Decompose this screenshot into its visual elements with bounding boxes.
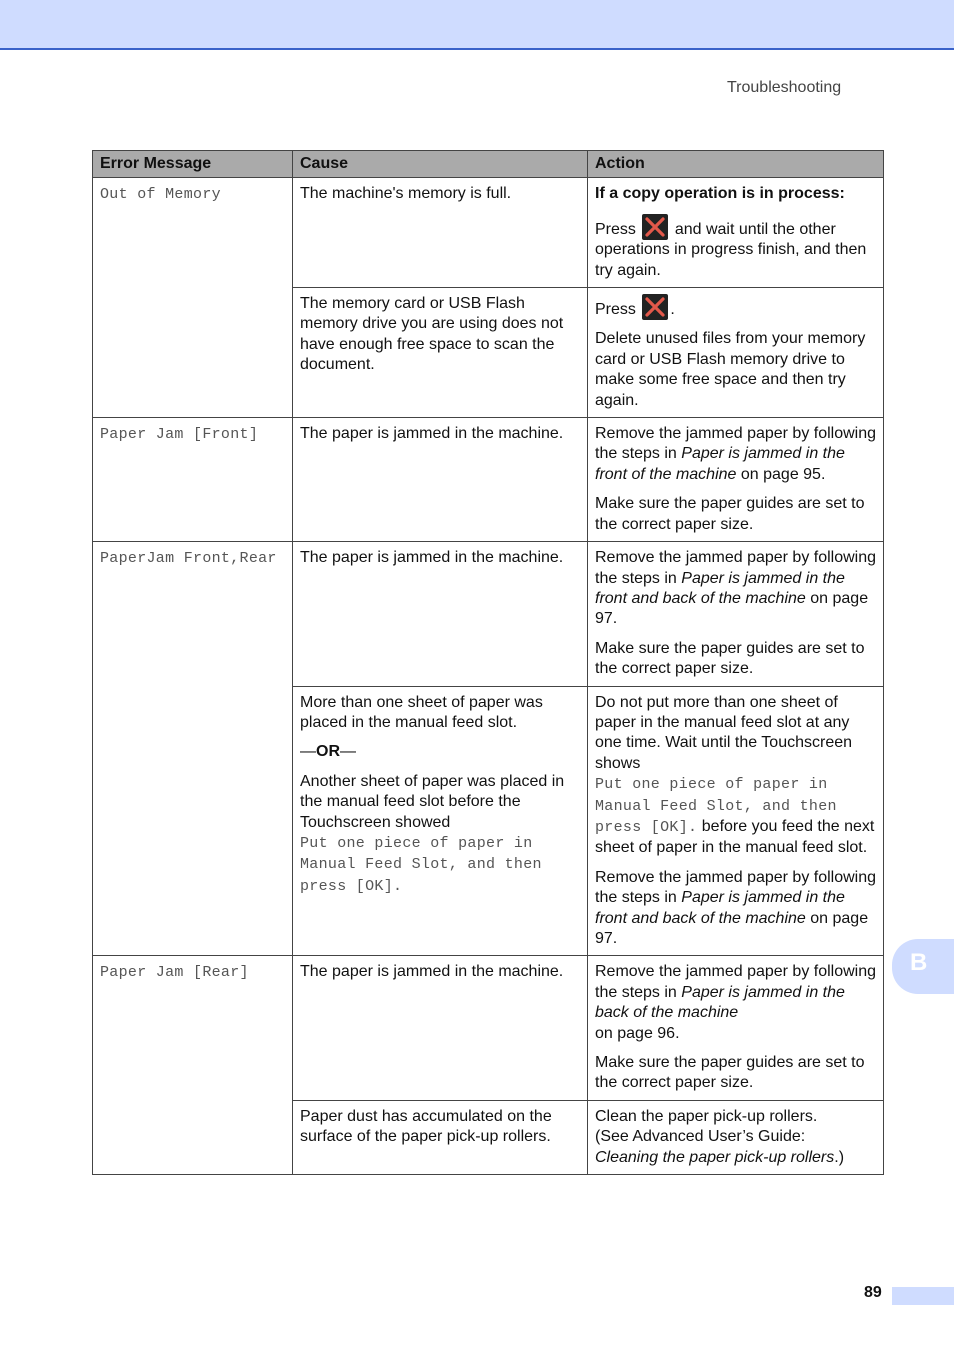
action-text: Make sure the paper guides are set to the correct paper size. — [595, 1054, 865, 1092]
table-row — [93, 542, 884, 686]
section-title: Troubleshooting — [727, 79, 842, 96]
stop-x-icon — [642, 294, 668, 320]
touchscreen-message: Put one piece of paper in Manual Feed Slot, and then press [OK]. — [595, 776, 837, 836]
touchscreen-message: Put one piece of paper in Manual Feed Slot, and then press [OK]. — [300, 834, 542, 895]
table-row — [93, 956, 884, 1100]
action-cell — [588, 178, 884, 288]
action-cell — [588, 1100, 884, 1174]
error-message-cell — [93, 956, 293, 1175]
cause-text: The paper is jammed in the machine. — [300, 963, 564, 981]
error-message-cell — [93, 418, 293, 542]
action-text: Make sure the paper guides are set to the correct paper size. — [595, 639, 865, 678]
action-text: Remove the jammed paper by following the steps in Paper is jammed in the back of the machine on page 96. — [595, 963, 877, 1042]
header-band — [0, 0, 954, 50]
action-text: Delete unused files from your memory card or USB Flash memory drive to make some free space and then try again. — [595, 330, 866, 409]
header-action: Action — [588, 151, 884, 178]
table-row — [93, 418, 884, 542]
header-error-message: Error Message — [93, 151, 293, 178]
action-text: Clean the paper pick-up rollers. (See Advanced User’s Guide: Cleaning the paper pick-up rollers.) — [595, 1107, 845, 1166]
error-message-cell — [93, 542, 293, 956]
action-text: Remove the jammed paper by following the steps in Paper is jammed in the front and back of the machine on page 97. — [595, 868, 877, 947]
cause-text: The memory card or USB Flash memory drive you are using does not have enough free space to scan the document. — [300, 295, 564, 374]
action-cell — [588, 418, 884, 542]
error-message: PaperJam Front,Rear — [100, 550, 277, 568]
action-heading: If a copy operation is in process: — [595, 185, 845, 203]
cause-text: More than one sheet of paper was placed in the manual feed slot. — [300, 693, 543, 731]
action-text: Remove the jammed paper by following the steps in Paper is jammed in the front of the machine on page 95. — [595, 425, 877, 483]
header-cause: Cause — [293, 151, 588, 178]
cause-cell — [293, 1100, 588, 1174]
action-cell — [588, 288, 884, 418]
action-text: Press and wait until the other operations in progress finish, and then try again. — [595, 214, 877, 281]
action-cell — [588, 686, 884, 956]
action-text: Make sure the paper guides are set to the correct paper size. — [595, 495, 865, 533]
page-reference: Paper is jammed in the front of the machine — [595, 445, 845, 483]
cause-cell — [293, 686, 588, 956]
error-message-cell — [93, 178, 293, 418]
cause-text: The machine's memory is full. — [300, 185, 512, 203]
page-reference: Paper is jammed in the front and back of the machine — [595, 889, 845, 927]
cause-cell — [293, 956, 588, 1100]
cause-text: Paper dust has accumulated on the surface of the paper pick-up rollers. — [300, 1107, 552, 1146]
page-reference: Cleaning the paper pick-up rollers — [595, 1148, 835, 1166]
cause-cell — [293, 178, 588, 288]
error-message: Paper Jam [Rear] — [100, 964, 249, 982]
error-message: Paper Jam [Front] — [100, 426, 259, 444]
or-separator: —OR— — [300, 743, 356, 761]
page-reference: Paper is jammed in the front and back of the machine — [595, 569, 845, 607]
action-cell — [588, 956, 884, 1100]
cause-cell — [293, 542, 588, 686]
table-row — [93, 178, 884, 288]
cause-cell — [293, 288, 588, 418]
cause-text: The paper is jammed in the machine. — [300, 549, 564, 567]
error-table — [92, 150, 884, 1175]
action-cell — [588, 542, 884, 686]
footer-band — [892, 1287, 954, 1305]
cause-cell — [293, 418, 588, 542]
cause-text: The paper is jammed in the machine. — [300, 425, 564, 443]
chapter-tab — [892, 939, 954, 994]
page-number: 89 — [864, 1284, 882, 1301]
table-header-row — [93, 151, 884, 178]
stop-x-icon — [642, 214, 668, 240]
page-reference: Paper is jammed in the back of the machine — [595, 983, 845, 1022]
error-message: Out of Memory — [100, 186, 221, 204]
chapter-letter: B — [910, 949, 928, 976]
action-text: Remove the jammed paper by following the steps in Paper is jammed in the front and back of the machine on page 97. — [595, 549, 877, 628]
cause-text: Another sheet of paper was placed in the manual feed slot before the Touchscreen showed Put one piece of paper in Manual Feed Slot, and then press [OK]. — [300, 772, 565, 895]
action-text: Do not put more than one sheet of paper in the manual feed slot at any one time. Wait until the Touchscreen shows Put one piece of paper in Manual Feed Slot, and then press [OK]. before you feed the next sheet of paper in the manual feed slot. — [595, 693, 875, 857]
action-text: Press . — [595, 294, 877, 320]
